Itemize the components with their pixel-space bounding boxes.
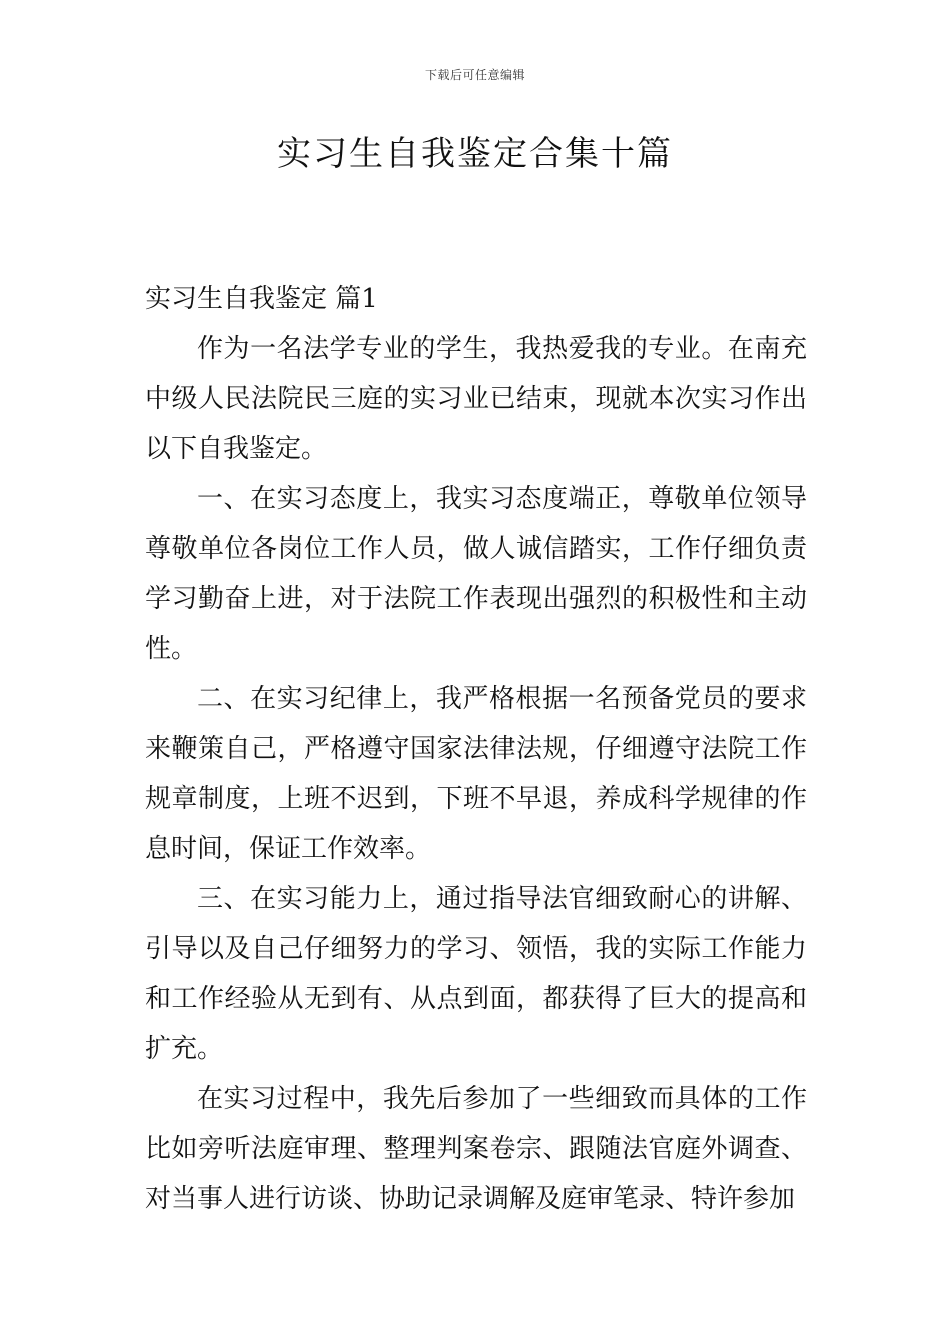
section-heading: 实习生自我鉴定 篇1 <box>145 284 378 314</box>
paragraph-discipline: 二、在实习纪律上，我严格根据一名预备党员的要求来鞭策自己，严格遵守国家法律法规，仔细遵守法院工作规章制度，上班不迟到，下班不早退，养成科学规律的作息时间，保证工作效率。 <box>145 684 807 864</box>
paragraph-ability: 三、在实习能力上，通过指导法官细致耐心的讲解、引导以及自己仔细努力的学习、领悟，我的实际工作能力和工作经验从无到有、从点到面，都获得了巨大的提高和扩充。 <box>145 884 807 1064</box>
header-note: 下载后可任意编辑 <box>424 68 525 82</box>
paragraph-attitude: 一、在实习态度上，我实习态度端正，尊敬单位领导尊敬单位各岗位工作人员，做人诚信踏实，工作仔细负责学习勤奋上进，对于法院工作表现出强烈的积极性和主动性。 <box>145 484 807 664</box>
paragraph-intro: 作为一名法学专业的学生，我热爱我的专业。在南充中级人民法院民三庭的实习业已结束，现就本次实习作出以下自我鉴定。 <box>145 334 807 464</box>
document-title: 实习生自我鉴定合集十篇 <box>277 134 673 174</box>
document-body <box>145 280 807 1224</box>
paragraph-process: 在实习过程中，我先后参加了一些细致而具体的工作比如旁听法庭审理、整理判案卷宗、跟随法官庭外调查、对当事人进行访谈、协助记录调解及庭审笔录、特许参加 <box>145 1084 807 1214</box>
